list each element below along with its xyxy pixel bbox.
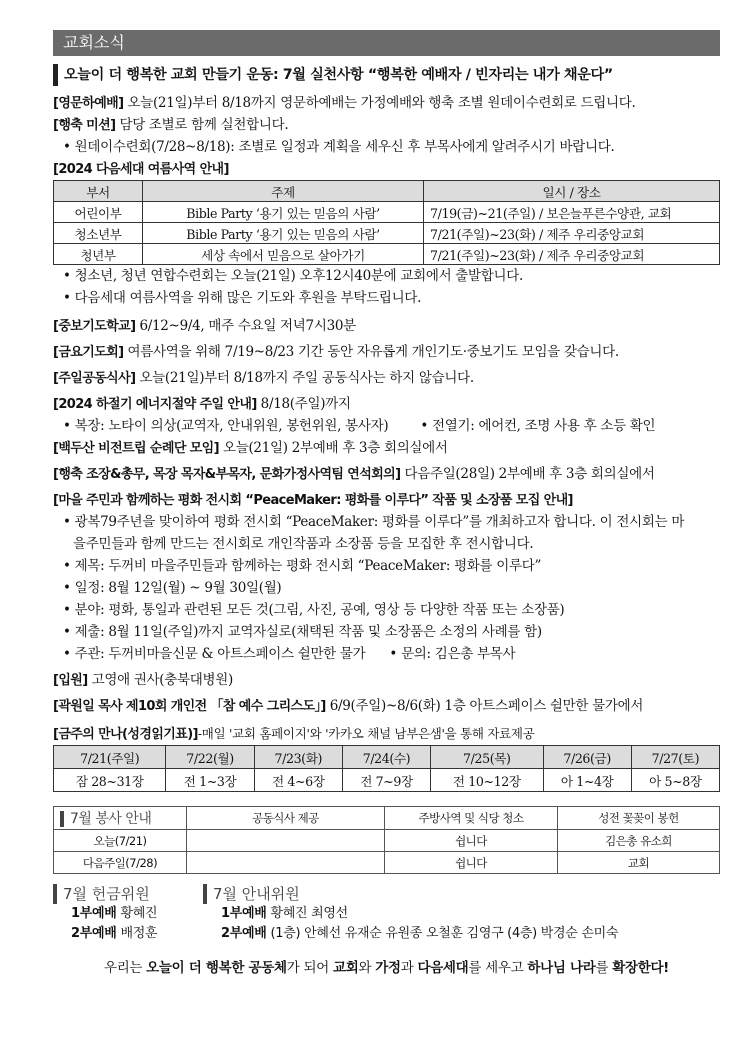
- schedule: 7/21(주일)~23(화) / 제주 우리중앙교회: [424, 244, 720, 265]
- energy-text: 8/18(주일)까지: [260, 396, 351, 412]
- ushers-row: 2부예배 (1층) 안혜선 유재순 유원종 오철훈 김영구 (4층) 박경순 손미숙: [221, 926, 619, 941]
- reading-chapters: [54, 769, 720, 792]
- exhibit-intro-cont: 을주민들과 함께 만드는 전시회로 개인작품과 소장품 등을 모집한 후 전시합니다.: [73, 536, 534, 552]
- hospital-tag: [입원]: [53, 673, 88, 688]
- service-title: 7월 봉사 안내: [54, 807, 187, 830]
- schedule: 7/21(주일)~23(화) / 제주 우리중앙교회: [424, 223, 720, 244]
- reading-chapter: 전 4~6장: [254, 769, 342, 792]
- meal-notice: [53, 367, 720, 389]
- reading-tag: [금주의 만나(성경읽기표)]: [53, 727, 198, 742]
- offering-row: 1부예배 황혜진: [71, 906, 158, 921]
- hospital-notice: [53, 669, 720, 691]
- table-row: [54, 244, 720, 265]
- service-col-flower: 성전 꽃꽂이 봉헌: [558, 807, 720, 830]
- table-row: [54, 202, 720, 223]
- service-kitchen: 쉽니다: [385, 830, 558, 852]
- offering-title: 7월 헌금위원: [53, 884, 203, 904]
- service-meal: [187, 830, 385, 852]
- energy-tag: [2024 하절기 에너지절약 주일 안내]: [53, 397, 257, 412]
- church-news-page: [53, 30, 720, 976]
- reading-chapter: 전 7~9장: [342, 769, 430, 792]
- headline: 오늘이 더 행복한 교회 만들기 운동: 7월 실천사항 “행복한 예배자 / 빈자리는 내가 채운다”: [53, 64, 720, 86]
- summer-tag: [2024 다음세대 여름사역 안내]: [53, 162, 229, 177]
- worship-text: 오늘(21일)부터 8/18까지 영문하예배는 가정예배와 행축 조별 원데이수련회로 드립니다.: [127, 95, 636, 111]
- summer-table-header: [54, 181, 720, 202]
- summer-bullet: • 청소년, 청년 연합수련회는 오늘(21일) 오후12시40분에 교회에서 출발합니다.: [53, 265, 720, 287]
- summer-table: [53, 180, 720, 265]
- roles: [53, 884, 720, 944]
- section-header: 교회소식: [53, 30, 720, 56]
- theme: 세상 속에서 믿음으로 살아가기: [143, 244, 424, 265]
- reading-chapter: 전 10~12장: [431, 769, 543, 792]
- exhibit-host-contact: [53, 643, 720, 665]
- friday-text: 여름사역을 위해 7/19~8/23 기간 동안 자유롭게 개인기도·중보기도 모임을 갖습니다.: [127, 344, 619, 360]
- table-row: [54, 830, 720, 852]
- hospital-text: 고영애 권사(충북대병원): [91, 672, 233, 688]
- ushers-section: [203, 884, 618, 944]
- theme: Bible Party ‘용기 있는 믿음의 사람’: [143, 202, 424, 223]
- reading-chapter: 잠 28~31장: [54, 769, 166, 792]
- friday-notice: [53, 341, 720, 363]
- energy-heater: • 전열기: 에어컨, 조명 사용 후 소등 확인: [410, 418, 655, 434]
- theme: Bible Party ‘용기 있는 믿음의 사람’: [143, 223, 424, 244]
- service-kitchen: 쉽니다: [385, 852, 558, 874]
- school-tag: [중보기도학교]: [53, 319, 136, 334]
- service-header: [54, 807, 720, 830]
- service-date: 다음주일(7/28): [54, 852, 187, 874]
- joint-text: 다음주일(28일) 2부예배 후 3층 회의실에서: [404, 466, 655, 482]
- meal-text: 오늘(21일)부터 8/18까지 주일 공동식사는 하지 않습니다.: [139, 370, 474, 386]
- energy-notice: [53, 393, 720, 415]
- reading-chapter: 전 1~3장: [166, 769, 254, 792]
- offering-row: 2부예배 배정훈: [71, 926, 158, 941]
- header-department: 부서: [54, 181, 143, 202]
- energy-dress: • 복장: 노타이 의상(교역자, 안내위원, 봉헌위원, 봉사자): [53, 418, 388, 434]
- service-date: 오늘(7/21): [54, 830, 187, 852]
- mission-tag: [행축 미션]: [53, 118, 116, 133]
- reading-day: 7/24(수): [342, 746, 430, 769]
- vision-text: 오늘(21일) 2부예배 후 3층 회의실에서: [222, 440, 448, 456]
- joint-notice: [53, 463, 720, 485]
- meal-tag: [주일공동식사]: [53, 371, 136, 386]
- department: 청소년부: [54, 223, 143, 244]
- reading-day: 7/27(토): [631, 746, 719, 769]
- exhibit-contact: • 문의: 김은총 부목사: [379, 646, 515, 662]
- school-notice: [53, 315, 720, 337]
- schedule: 7/19(금)~21(주일) / 보은늘푸른수양관, 교회: [424, 202, 720, 223]
- reading-chapter: 아 1~4장: [543, 769, 631, 792]
- header-schedule: 일시 / 장소: [424, 181, 720, 202]
- mission-notice: [53, 114, 720, 136]
- service-table: [53, 806, 720, 874]
- reading-notice: [53, 723, 720, 745]
- reading-days: [54, 746, 720, 769]
- reading-chapter: 아 5~8장: [631, 769, 719, 792]
- ushers-row: 1부예배 황혜진 최영선: [221, 906, 348, 921]
- friday-tag: [금요기도회]: [53, 345, 124, 360]
- service-col-kitchen: 주방사역 및 식당 청소: [385, 807, 558, 830]
- department: 청년부: [54, 244, 143, 265]
- art-text: 6/9(주일)~8/6(화) 1층 아트스페이스 쉴만한 물가에서: [329, 698, 644, 714]
- summer-notice: [53, 158, 720, 180]
- reading-day: 7/25(목): [431, 746, 543, 769]
- service-flower: 교회: [558, 852, 720, 874]
- exhibit-intro: • 광복79주년을 맞이하여 평화 전시회 “PeaceMaker: 평화를 이루다”를 개최하고자 합니다. 이 전시회는 마: [53, 511, 720, 533]
- reading-day: 7/26(금): [543, 746, 631, 769]
- exhibit-tag: [마을 주민과 함께하는 평화 전시회 “PeaceMaker: 평화를 이루다” 작품 및 소장품 모집 안내]: [53, 493, 573, 508]
- summer-bullet: • 다음세대 여름사역을 위해 많은 기도와 후원을 부탁드립니다.: [53, 287, 720, 309]
- exhibit-notice: [53, 489, 720, 511]
- exhibit-field: • 분야: 평화, 통일과 관련된 모든 것(그림, 사진, 공예, 영상 등 다양한 작품 또는 소장품): [53, 599, 720, 621]
- exhibit-host: • 주관: 두꺼비마을신문 & 아트스페이스 쉴만한 물가: [53, 646, 365, 662]
- mission-bullet: • 원데이수련회(7/28~8/18): 조별로 일정과 계획을 세우신 후 부목사에게 알려주시기 바랍니다.: [53, 136, 720, 158]
- reading-text: -매일 '교회 홈페이지'와 '카카오 채널 남부은샘'을 통해 자료제공: [197, 726, 535, 741]
- table-row: [54, 223, 720, 244]
- reading-day: 7/23(화): [254, 746, 342, 769]
- closing-statement: 우리는 오늘이 더 행복한 공동체가 되어 교회와 가정과 다음세대를 세우고 하나님 나라를 확장한다!: [103, 960, 670, 976]
- exhibit-title: • 제목: 두꺼비 마을주민들과 함께하는 평화 전시회 “PeaceMaker: 평화를 이루다”: [53, 555, 720, 577]
- worship-tag: [영문하예배]: [53, 96, 124, 111]
- vision-notice: [53, 437, 720, 459]
- service-flower: 김은총 유소희: [558, 830, 720, 852]
- table-row: [54, 852, 720, 874]
- worship-notice: [53, 92, 720, 114]
- joint-tag: [행축 조장&총무, 목장 목자&부목자, 문화가정사역팀 연석회의]: [53, 467, 401, 482]
- reading-day: 7/22(월): [166, 746, 254, 769]
- header-theme: 주제: [143, 181, 424, 202]
- exhibit-submit: • 제출: 8월 11일(주일)까지 교역자실로(채택된 작품 및 소장품은 소정의 사례를 함): [53, 621, 720, 643]
- service-meal: [187, 852, 385, 874]
- art-tag: [곽원일 목사 제10회 개인전 「참 예수 그리스도」]: [53, 699, 326, 714]
- school-text: 6/12~9/4, 매주 수요일 저녁7시30분: [139, 318, 356, 334]
- offering-section: [53, 884, 203, 944]
- service-col-meal: 공동식사 제공: [187, 807, 385, 830]
- department: 어린이부: [54, 202, 143, 223]
- vision-tag: [백두산 비전트립 순례단 모임]: [53, 441, 219, 456]
- ushers-title: 7월 안내위원: [203, 884, 618, 904]
- reading-table: [53, 745, 720, 792]
- exhibit-period: • 일정: 8월 12일(월) ~ 9월 30일(월): [53, 577, 720, 599]
- art-notice: [53, 695, 720, 717]
- mission-text: 담당 조별로 함께 실천합니다.: [119, 117, 289, 133]
- reading-day: 7/21(주일): [54, 746, 166, 769]
- energy-bullets: [53, 415, 720, 437]
